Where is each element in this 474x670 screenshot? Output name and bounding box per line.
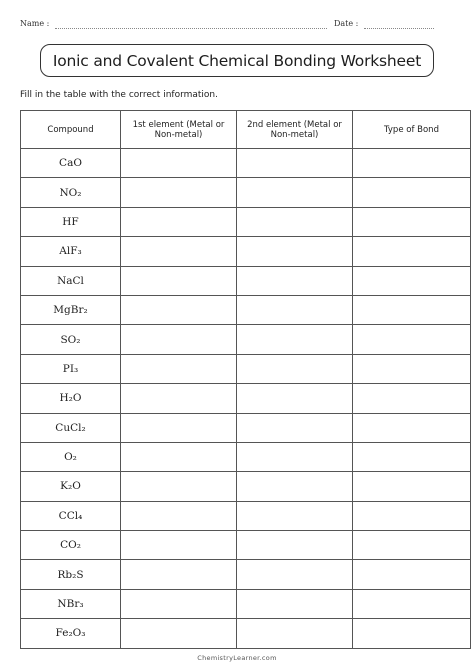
bond-type-cell[interactable] — [353, 531, 471, 560]
bond-type-cell[interactable] — [353, 325, 471, 354]
table-row — [21, 501, 471, 530]
compound-cell: O₂ — [21, 442, 121, 471]
column-header-first-element: 1st element (Metal or Non-metal) — [121, 111, 237, 149]
compound-cell: K₂O — [21, 472, 121, 501]
name-label: Name : — [20, 19, 50, 28]
bond-type-cell[interactable] — [353, 207, 471, 236]
second-element-cell[interactable] — [237, 266, 353, 295]
second-element-cell[interactable] — [237, 325, 353, 354]
footer-brand: ChemistryLearner.com — [197, 654, 277, 662]
compound-cell: AlF₃ — [21, 237, 121, 266]
first-element-cell[interactable] — [121, 295, 237, 324]
bond-type-cell[interactable] — [353, 560, 471, 589]
table-row — [21, 207, 471, 236]
first-element-cell[interactable] — [121, 442, 237, 471]
compound-cell: MgBr₂ — [21, 295, 121, 324]
date-line[interactable] — [364, 28, 434, 29]
second-element-cell[interactable] — [237, 237, 353, 266]
first-element-cell[interactable] — [121, 560, 237, 589]
second-element-cell[interactable] — [237, 413, 353, 442]
table-row — [21, 531, 471, 560]
first-element-cell[interactable] — [121, 472, 237, 501]
first-element-cell[interactable] — [121, 325, 237, 354]
second-element-cell[interactable] — [237, 560, 353, 589]
second-element-cell[interactable] — [237, 531, 353, 560]
table-row — [21, 266, 471, 295]
compound-cell: NO₂ — [21, 178, 121, 207]
worksheet-title: Ionic and Covalent Chemical Bonding Worksheet — [40, 44, 434, 77]
table-row — [21, 560, 471, 589]
column-header-second-element: 2nd element (Metal or Non-metal) — [237, 111, 353, 149]
compound-cell: NBr₃ — [21, 589, 121, 618]
first-element-cell[interactable] — [121, 413, 237, 442]
bond-type-cell[interactable] — [353, 237, 471, 266]
instruction-text: Fill in the table with the correct information. — [20, 90, 218, 100]
bond-type-cell[interactable] — [353, 589, 471, 618]
compound-cell: CaO — [21, 149, 121, 178]
second-element-cell[interactable] — [237, 149, 353, 178]
second-element-cell[interactable] — [237, 178, 353, 207]
second-element-cell[interactable] — [237, 295, 353, 324]
first-element-cell[interactable] — [121, 237, 237, 266]
table-row — [21, 295, 471, 324]
bond-type-cell[interactable] — [353, 619, 471, 648]
table-header-row — [21, 111, 471, 149]
compound-cell: CCl₄ — [21, 501, 121, 530]
second-element-cell[interactable] — [237, 472, 353, 501]
second-element-cell[interactable] — [237, 354, 353, 383]
first-element-cell[interactable] — [121, 266, 237, 295]
second-element-cell[interactable] — [237, 442, 353, 471]
first-element-cell[interactable] — [121, 354, 237, 383]
first-element-cell[interactable] — [121, 619, 237, 648]
bond-type-cell[interactable] — [353, 266, 471, 295]
first-element-cell[interactable] — [121, 384, 237, 413]
compound-cell: H₂O — [21, 384, 121, 413]
name-line[interactable] — [55, 28, 327, 29]
first-element-cell[interactable] — [121, 501, 237, 530]
table-row — [21, 178, 471, 207]
compound-cell: Rb₂S — [21, 560, 121, 589]
bond-type-cell[interactable] — [353, 354, 471, 383]
compound-cell: HF — [21, 207, 121, 236]
table-row — [21, 325, 471, 354]
table-row — [21, 149, 471, 178]
second-element-cell[interactable] — [237, 384, 353, 413]
compound-cell: Fe₂O₃ — [21, 619, 121, 648]
first-element-cell[interactable] — [121, 149, 237, 178]
second-element-cell[interactable] — [237, 207, 353, 236]
table-row — [21, 589, 471, 618]
bond-type-cell[interactable] — [353, 295, 471, 324]
first-element-cell[interactable] — [121, 589, 237, 618]
table-row — [21, 413, 471, 442]
compound-cell: CuCl₂ — [21, 413, 121, 442]
second-element-cell[interactable] — [237, 619, 353, 648]
compound-cell: CO₂ — [21, 531, 121, 560]
table-row — [21, 384, 471, 413]
bond-type-cell[interactable] — [353, 442, 471, 471]
table-row — [21, 442, 471, 471]
first-element-cell[interactable] — [121, 178, 237, 207]
compound-cell: NaCl — [21, 266, 121, 295]
table-row — [21, 619, 471, 648]
bond-type-cell[interactable] — [353, 149, 471, 178]
compound-cell: SO₂ — [21, 325, 121, 354]
column-header-compound: Compound — [21, 111, 121, 149]
column-header-bond-type: Type of Bond — [353, 111, 471, 149]
second-element-cell[interactable] — [237, 501, 353, 530]
compound-cell: PI₃ — [21, 354, 121, 383]
bond-type-cell[interactable] — [353, 384, 471, 413]
first-element-cell[interactable] — [121, 531, 237, 560]
worksheet-table — [20, 110, 471, 649]
table-row — [21, 354, 471, 383]
second-element-cell[interactable] — [237, 589, 353, 618]
table-row — [21, 237, 471, 266]
bond-type-cell[interactable] — [353, 501, 471, 530]
bond-type-cell[interactable] — [353, 178, 471, 207]
first-element-cell[interactable] — [121, 207, 237, 236]
table-row — [21, 472, 471, 501]
date-label: Date : — [334, 19, 359, 28]
bond-type-cell[interactable] — [353, 413, 471, 442]
bond-type-cell[interactable] — [353, 472, 471, 501]
